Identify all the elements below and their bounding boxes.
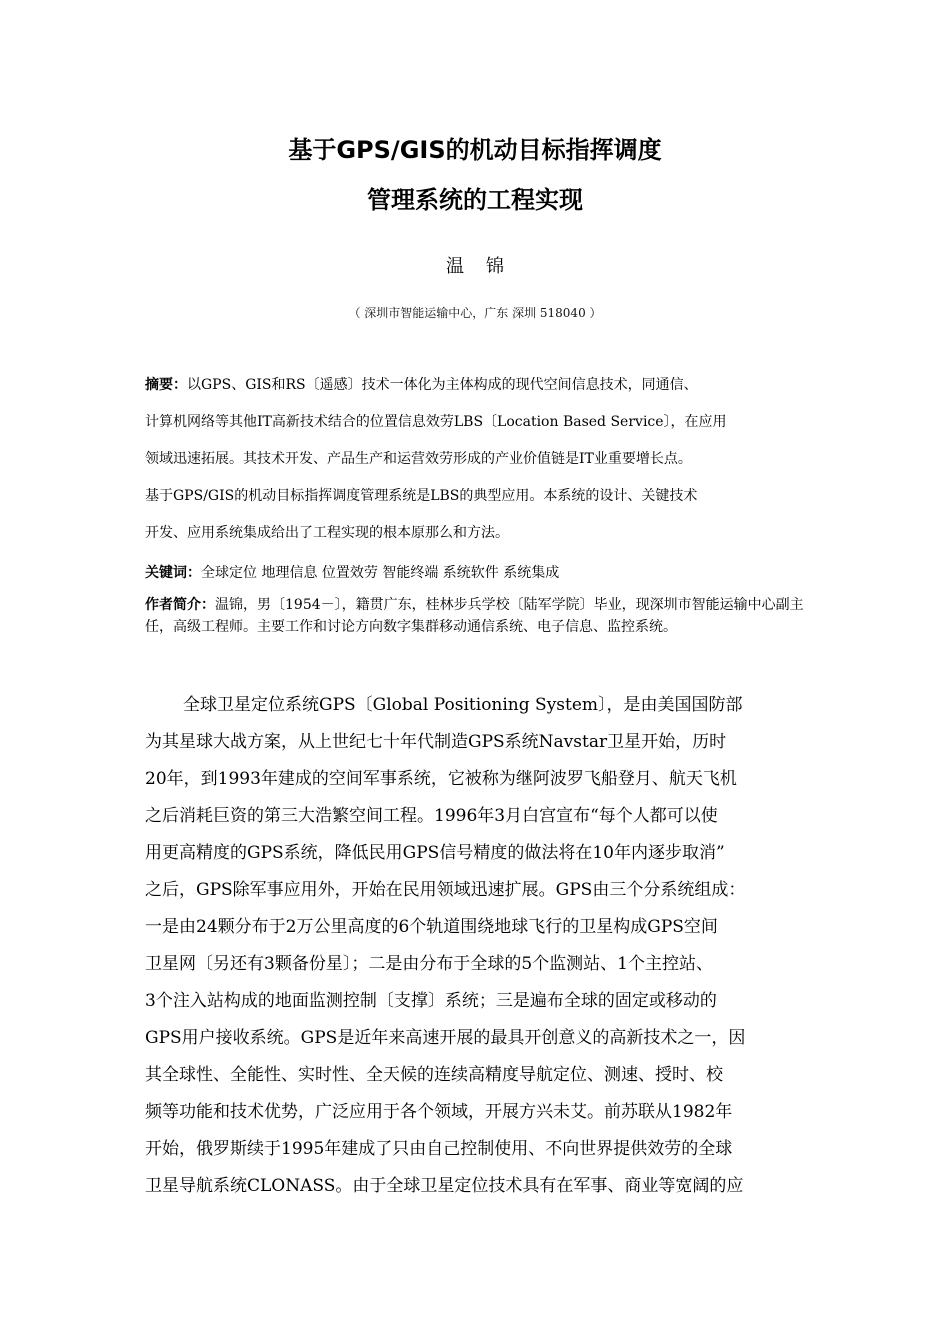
body-line: 用更高精度的GPS系统，降低民用GPS信号精度的做法将在10年内逐步取消” — [145, 843, 725, 863]
keywords-text: 全球定位 地理信息 位置效劳 智能终端 系统软件 系统集成 — [201, 565, 560, 581]
author-intro-text: 温锦，男〔1954－〕，籍贯广东，桂林步兵学校〔陆军学院〕毕业，现深圳市智能运输中心副主任，高级工程师。主要工作和讨论方向数字集群移动通信系统、电子信息、监控系统。 — [145, 597, 804, 635]
author-intro — [145, 594, 810, 638]
body-line: 为其星球大战方案，从上世纪七十年代制造GPS系统Navstar卫星开始，历时 — [145, 732, 727, 752]
body-line: 之后，GPS除军事应用外，开始在民用领域迅速扩展。GPS由三个分系统组成： — [145, 880, 746, 900]
body-line: GPS用户接收系统。GPS是近年来高速开展的最具开创意义的高新技术之一，因 — [145, 1028, 746, 1048]
author-affiliation: （ 深圳市智能运输中心，广东 深圳 518040 ） — [348, 306, 602, 320]
body-line: 开始，俄罗斯续于1995年建成了只由自己控制使用、不向世界提供效劳的全球 — [145, 1139, 733, 1159]
abstract-line: 领域迅速拓展。其技术开发、产品生产和运营效劳形成的产业价值链是IT业重要增长点。 — [145, 451, 692, 467]
body-line: 一是由24颗分布于2万公里高度的6个轨道围绕地球飞行的卫星构成GPS空间 — [145, 917, 718, 937]
body-line: 卫星导航系统CLONASS。由于全球卫星定位技术具有在军事、商业等宽阔的应 — [145, 1176, 744, 1196]
paper-title-line-1: 基于GPS/GIS的机动目标指挥调度 — [288, 136, 662, 164]
body-line: 其全球性、全能性、实时性、全天候的连续高精度导航定位、测速、授时、校 — [145, 1065, 723, 1085]
author-intro-label: 作者简介： — [145, 597, 215, 613]
abstract-line: 基于GPS/GIS的机动目标指挥调度管理系统是LBS的典型应用。本系统的设计、关键技术 — [145, 488, 698, 504]
body-line: 频等功能和技术优势，广泛应用于各个领域，开展方兴未艾。前苏联从1982年 — [145, 1102, 733, 1122]
body-line: 卫星网〔另还有3颗备份星〕；二是由分布于全球的5个监测站、1个主控站、 — [145, 954, 713, 974]
abstract-line — [145, 372, 810, 409]
author-name: 温锦 — [446, 256, 526, 277]
body-paragraph — [145, 690, 810, 1208]
body-line: 3个注入站构成的地面监测控制〔支撑〕系统；三是遍布全球的固定或移动的 — [145, 991, 717, 1011]
body-line: 20年，到1993年建成的空间军事系统，它被称为继阿波罗飞船登月、航天飞机 — [145, 769, 737, 789]
keywords — [145, 562, 810, 582]
abstract-line: 计算机网络等其他IT高新技术结合的位置信息效劳LBS〔Location Based Service〕，在应用 — [145, 414, 727, 430]
abstract-line: 开发、应用系统集成给出了工程实现的根本原那么和方法。 — [145, 525, 509, 541]
abstract-label: 摘要： — [145, 377, 187, 393]
abstract — [145, 372, 810, 557]
paper-title-line-2: 管理系统的工程实现 — [367, 186, 583, 214]
abstract-text: 以GPS、GIS和RS〔遥感〕技术一体化为主体构成的现代空间信息技术，同通信、 — [187, 377, 698, 393]
body-line: 全球卫星定位系统GPS〔Global Positioning System〕，是由美国国防部 — [183, 695, 743, 715]
body-line: 之后消耗巨资的第三大浩繁空间工程。1996年3月白宫宣布“每个人都可以使 — [145, 806, 718, 826]
keywords-label: 关键词： — [145, 565, 201, 581]
